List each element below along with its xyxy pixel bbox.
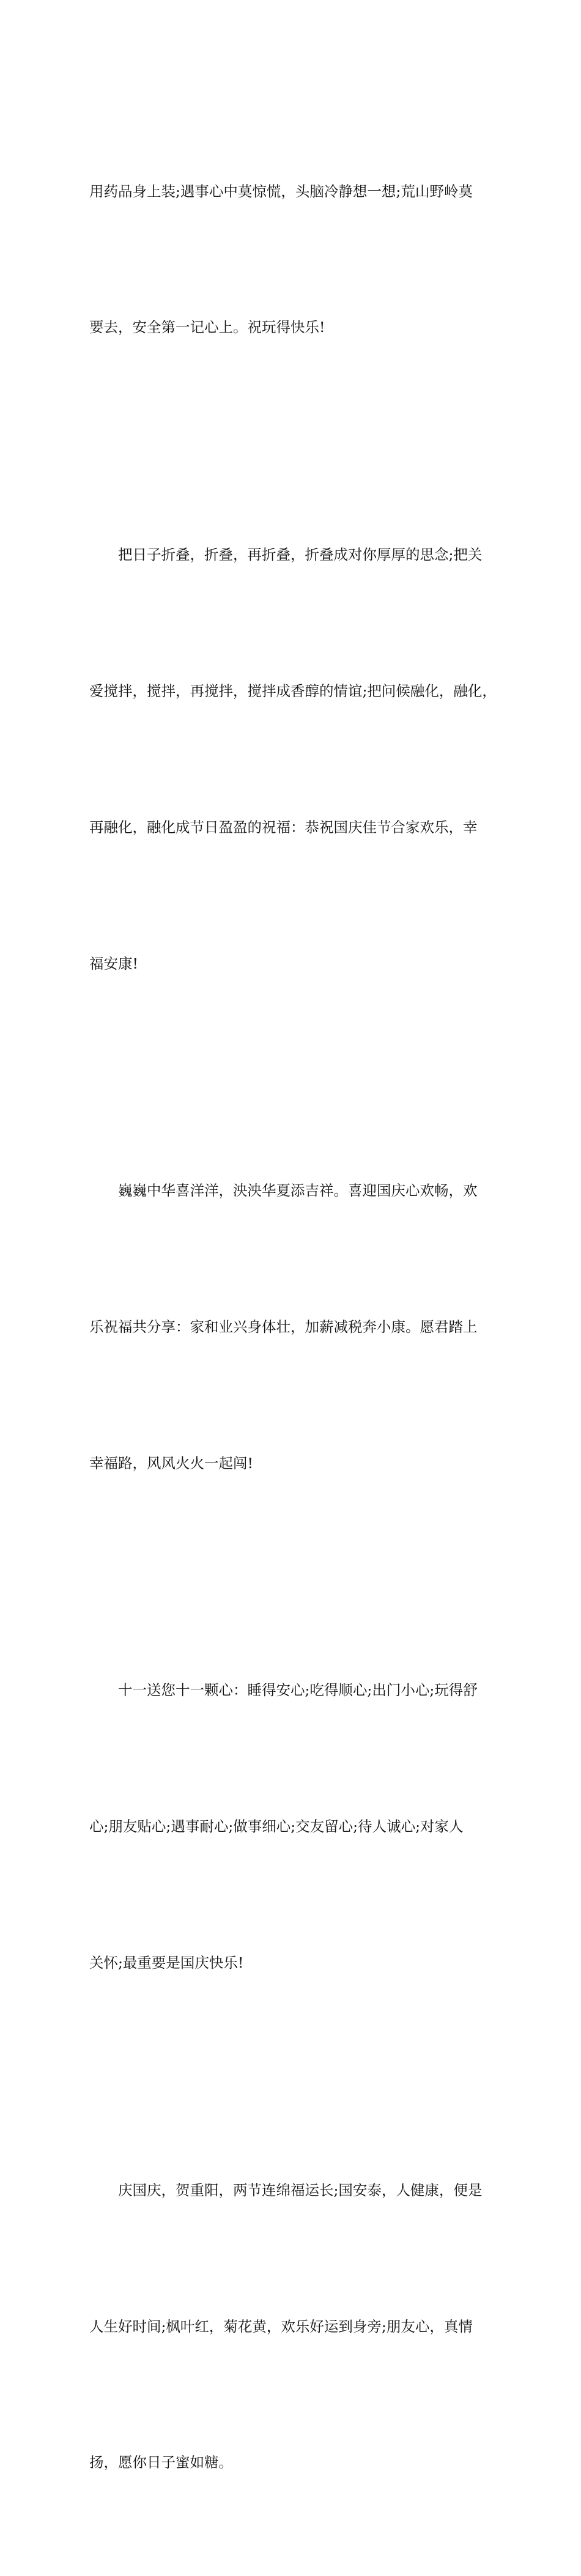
- text-line: 庆国庆，贺重阳，两节连绵福运长;国安泰，人健康，便是: [89, 2181, 483, 2199]
- paragraph: [89, 1577, 503, 2076]
- text-line: 爱搅拌，搅拌，再搅拌，搅拌成香醇的情谊;把问候融化，融化，: [89, 682, 497, 699]
- text-line: 心;朋友贴心;遇事耐心;做事细心;交友留心;待人诚心;对家人: [89, 1818, 464, 1836]
- text-line: 扬，愿你日子蜜如糖。: [89, 2454, 233, 2471]
- paragraph: [89, 78, 503, 441]
- text-line: 人生好时间;枫叶红，菊花黄，欢乐好运到身旁;朋友心，真情: [89, 2317, 473, 2335]
- text-line: 关怀;最重要是国庆快乐!: [89, 1954, 244, 1972]
- text-line: 巍巍中华喜洋洋，泱泱华夏添吉祥。喜迎国庆心欢畅，欢: [89, 1182, 478, 1200]
- text-line: 把日子折叠，折叠，再折叠，折叠成对你厚厚的思念;把关: [89, 545, 483, 563]
- text-line: 用药品身上装;遇事心中莫惊慌，头脑冷静想一想;荒山野岭莫: [89, 182, 473, 200]
- text-line: 十一送您十一颗心：睡得安心;吃得顺心;出门小心;玩得舒: [89, 1681, 478, 1699]
- text-line: 乐祝福共分享：家和业兴身体壮，加薪减税奔小康。愿君踏上: [89, 1318, 478, 1336]
- text-line: 幸福路，风风火火一起闯!: [89, 1454, 253, 1472]
- paragraph: [89, 441, 503, 1077]
- paragraph: [89, 2076, 503, 2576]
- text-line: 要去，安全第一记心上。祝玩得快乐!: [89, 319, 325, 336]
- text-line: 再融化，融化成节日盈盈的祝福：恭祝国庆佳节合家欢乐，幸: [89, 818, 478, 836]
- paragraph: [89, 1077, 503, 1577]
- text-line: 福安康!: [89, 954, 138, 972]
- document-body: [89, 78, 503, 2576]
